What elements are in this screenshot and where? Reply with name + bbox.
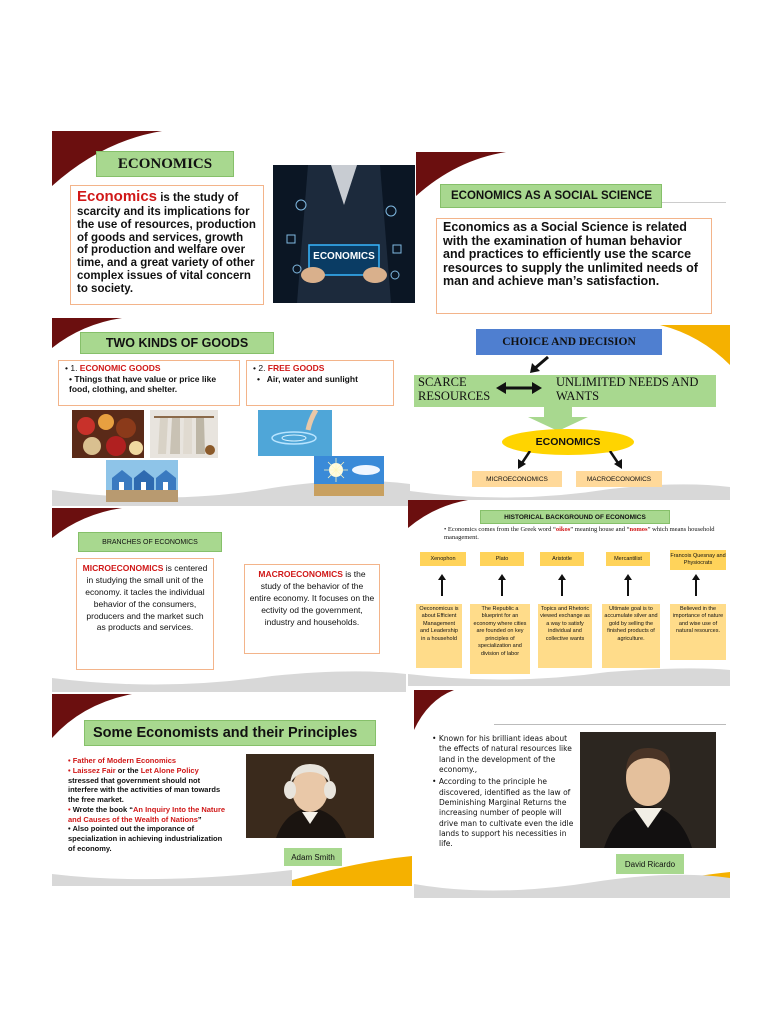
free-goods-label: FREE GOODS	[267, 363, 325, 373]
slide-choice-and-decision	[410, 325, 730, 505]
sunlight-image	[314, 456, 384, 496]
free-goods-number: • 2.	[253, 363, 268, 373]
clothing-image	[150, 410, 218, 458]
slide-david-ricardo	[414, 690, 730, 898]
right-branch-arrow-icon	[606, 451, 626, 469]
plato-desc-text: The Republic a blueprint for an economy where cities are founded on key principles of specialization and division of labor	[473, 606, 527, 657]
down-arrow-shape	[528, 407, 588, 431]
mercantilist-desc	[602, 604, 660, 668]
ricardo-bullet-2-text: According to the principle he discovered, identified as the law of Deminishing Marginal Returns the increasing number of people will drive man to cultivate even the idle lands to support his necessities in life.	[438, 777, 574, 849]
maroon-corner-shape	[414, 690, 464, 730]
bullet-book: • Wrote the book “An Inquiry Into the Nature and Causes of the Wealth of Nations”	[68, 804, 226, 824]
gray-wave-shape	[414, 870, 730, 898]
economic-goods-number: • 1.	[65, 363, 80, 373]
timeline-aristotle-label: Aristotle	[552, 556, 572, 562]
microeconomics-text: MICROECONOMICS	[486, 475, 548, 483]
hero-image-label: ECONOMICS	[313, 251, 375, 262]
choice-title: CHOICE AND DECISION	[502, 336, 636, 348]
economics-oval-text: ECONOMICS	[535, 436, 601, 448]
up-arrow-icon	[558, 574, 566, 596]
etymology-part-b: ” meaning house and “	[570, 526, 630, 533]
laissez-desc: stressed that government should not interfere with the activities of man towards the free market.	[68, 775, 221, 804]
definition-keyword: Economics	[77, 188, 158, 205]
definition-box	[70, 185, 264, 305]
book-prefix: Wrote the book “	[72, 804, 133, 814]
timeline-mercantilist	[606, 552, 650, 566]
gray-wave-shape	[52, 864, 292, 886]
book-title: An Inquiry Into the Nature and Causes of the Wealth of Nations	[68, 804, 226, 824]
unlimited-needs-label: UNLIMITED NEEDS AND WANTS	[556, 375, 699, 403]
up-arrow-icon	[498, 574, 506, 596]
economic-goods-text: Things that have value or price like food, clothing, and shelter.	[69, 373, 217, 395]
economics-hero-image	[273, 165, 415, 303]
scarce-resources-label: SCARCE RESOURCES	[418, 375, 491, 403]
gold-corner-shape	[650, 325, 730, 365]
specialization-text: Also pointed out the imporance of specialization in achieving industrialization of economy.	[68, 824, 223, 853]
timeline-xenophon-label: Xenophon	[430, 556, 456, 562]
social-science-text: Economics as a Social Science is related with the examination of human behavior and practices to efficiently use the scarce resources to supply the unlimited needs of man and achieve man’s satisfaction.	[443, 220, 698, 288]
macroeconomics-def-text: is the study of the behavior of the entire economy. It focuses on the ectivity od the government, industry and households.	[249, 569, 375, 627]
ricardo-bullets	[432, 734, 580, 850]
timeline-physiocrats	[670, 550, 726, 570]
economic-goods-box	[58, 360, 240, 406]
slide-title-text: ECONOMICS	[117, 155, 213, 172]
timeline-plato-label: Plato	[495, 556, 509, 562]
bullet-father-text: Father of Modern Economics	[72, 756, 177, 765]
slide-title-text: BRANCHES OF ECONOMICS	[102, 538, 198, 546]
definition-text: is the study of scarcity and its implications for the use of resources, production of goods and services, growth of production and welfare over time, and a great variety of other complex issues of vital concern to society.	[77, 192, 256, 296]
book-suffix: ”	[197, 814, 202, 824]
slide-title	[84, 720, 376, 746]
xenophon-desc-text: Oeconomicus is about Efficient Management and Leadership in a household	[419, 606, 459, 642]
slide-title-text: TWO KINDS OF GOODS	[105, 336, 249, 350]
slide-some-economists	[52, 694, 412, 886]
economic-goods-heading	[65, 363, 233, 374]
etymology-nomos: nomos	[629, 526, 648, 533]
ricardo-bullet-2: • According to the principle he discovered, identified as the law of Deminishing Marginal Returns the increasing number of people will drive man to cultivate even the idle lands to support his necessities in life.	[432, 777, 574, 849]
david-ricardo-caption-text: David Ricardo	[624, 859, 676, 869]
timeline-physiocrats-label: Francois Quesnay and Physiocrats	[670, 553, 726, 566]
left-branch-arrow-icon	[514, 451, 534, 469]
slide-branches-of-economics	[52, 508, 406, 692]
economics-hero-graphic	[273, 165, 415, 303]
houses-image	[106, 460, 178, 502]
slide-title	[80, 332, 274, 354]
adam-smith-caption	[284, 848, 342, 866]
slide-title-text: HISTORICAL BACKGROUND OF ECONOMICS	[504, 513, 646, 521]
slide-title	[96, 151, 234, 177]
etymology-text	[444, 526, 726, 542]
etymology-part-a: • Economics comes from the Greek word “	[444, 526, 556, 533]
physiocrats-desc-text: Believed in the importance of nature and wise use of natural resources.	[672, 606, 724, 635]
up-arrow-icon	[692, 574, 700, 596]
timeline-xenophon	[420, 552, 466, 566]
macroeconomics-text: MACROECONOMICS	[586, 475, 652, 483]
ricardo-bullet-1: • Known for his brilliant ideas about the effects of natural resources like land in the development of the economy.,	[432, 734, 572, 775]
let-alone-label: Let Alone Policy	[140, 765, 199, 775]
water-image	[258, 410, 332, 456]
timeline-plato	[480, 552, 524, 566]
microeconomics-def-label: MICROECONOMICS	[82, 563, 164, 573]
slide-title-text: Some Economists and their Principles	[93, 725, 358, 741]
xenophon-desc	[416, 604, 462, 668]
free-goods-box	[246, 360, 394, 406]
adam-smith-portrait	[246, 754, 374, 838]
slide-two-kinds-of-goods	[52, 318, 410, 506]
microeconomics-def-box	[76, 558, 214, 670]
economic-goods-desc: • Things that have value or price like food, clothing, and shelter.	[69, 373, 217, 395]
macroeconomics-box	[576, 471, 662, 487]
laissez-fair-label: Laissez Fair	[72, 765, 116, 775]
choice-title-box	[476, 329, 662, 355]
double-arrow-icon	[496, 381, 542, 395]
free-goods-heading	[253, 363, 387, 374]
bullet-specialization: • Also pointed out the imporance of specialization in achieving industrialization of economy.	[68, 824, 223, 853]
ricardo-bullet-1-text: Known for his brilliant ideas about the effects of natural resources like land in the development of the economy.,	[438, 734, 572, 775]
aristotle-desc	[538, 604, 592, 668]
plato-desc	[470, 604, 530, 674]
bullet-father: • Father of Modern Economics	[68, 756, 177, 765]
adam-smith-bullets	[68, 756, 228, 854]
slide-social-science	[416, 152, 730, 318]
maroon-corner-shape	[408, 500, 468, 528]
david-ricardo-caption	[616, 854, 684, 874]
physiocrats-desc	[670, 604, 726, 660]
social-science-text-box	[436, 218, 712, 314]
slide-title	[480, 510, 670, 524]
david-ricardo-portrait	[580, 732, 716, 848]
title-rule	[494, 724, 726, 725]
up-arrow-icon	[624, 574, 632, 596]
gray-wave-shape	[408, 666, 730, 686]
etymology-part-c: ” which means household management.	[444, 526, 715, 542]
slide-title	[78, 532, 222, 552]
slide-title-text: ECONOMICS AS A SOCIAL SCIENCE	[451, 190, 653, 202]
gray-wave-shape	[52, 668, 406, 692]
microeconomics-def-text: is centered in studying the small unit of the economy. it tacles the individual behavior of the consumers, producers and the market such as products and services.	[85, 563, 208, 633]
macroeconomics-def-label: MACROECONOMICS	[258, 569, 343, 579]
mercantilist-desc-text: Ultimate goal is to accumulate silver and gold by selling the finished products of agriculture.	[604, 606, 658, 642]
microeconomics-box	[472, 471, 562, 487]
food-image	[72, 410, 144, 458]
slide-historical-background	[408, 500, 730, 686]
free-goods-desc: • Air, water and sunlight	[257, 373, 358, 384]
slide-title	[440, 184, 662, 208]
free-goods-text: Air, water and sunlight	[266, 373, 358, 384]
etymology-oikos: oikos	[555, 526, 571, 533]
slide-economics	[52, 131, 416, 311]
adam-smith-caption-text: Adam Smith	[291, 852, 335, 862]
timeline-mercantilist-label: Mercantilist	[614, 556, 642, 562]
up-arrow-icon	[438, 574, 446, 596]
laissez-connector: or the	[115, 765, 141, 775]
timeline-aristotle	[540, 552, 584, 566]
aristotle-desc-text: Topics and Rhetoric viewed exchange as a way to satisfy individual and collective wants	[540, 606, 590, 642]
bullet-laissez: • Laissez Fair or the Let Alone Policy stressed that government should not interfere with the activities of man towards the free market.	[68, 765, 221, 804]
down-left-arrow-icon	[528, 355, 550, 375]
economic-goods-label: ECONOMIC GOODS	[79, 363, 161, 373]
macroeconomics-def-box	[244, 564, 380, 654]
